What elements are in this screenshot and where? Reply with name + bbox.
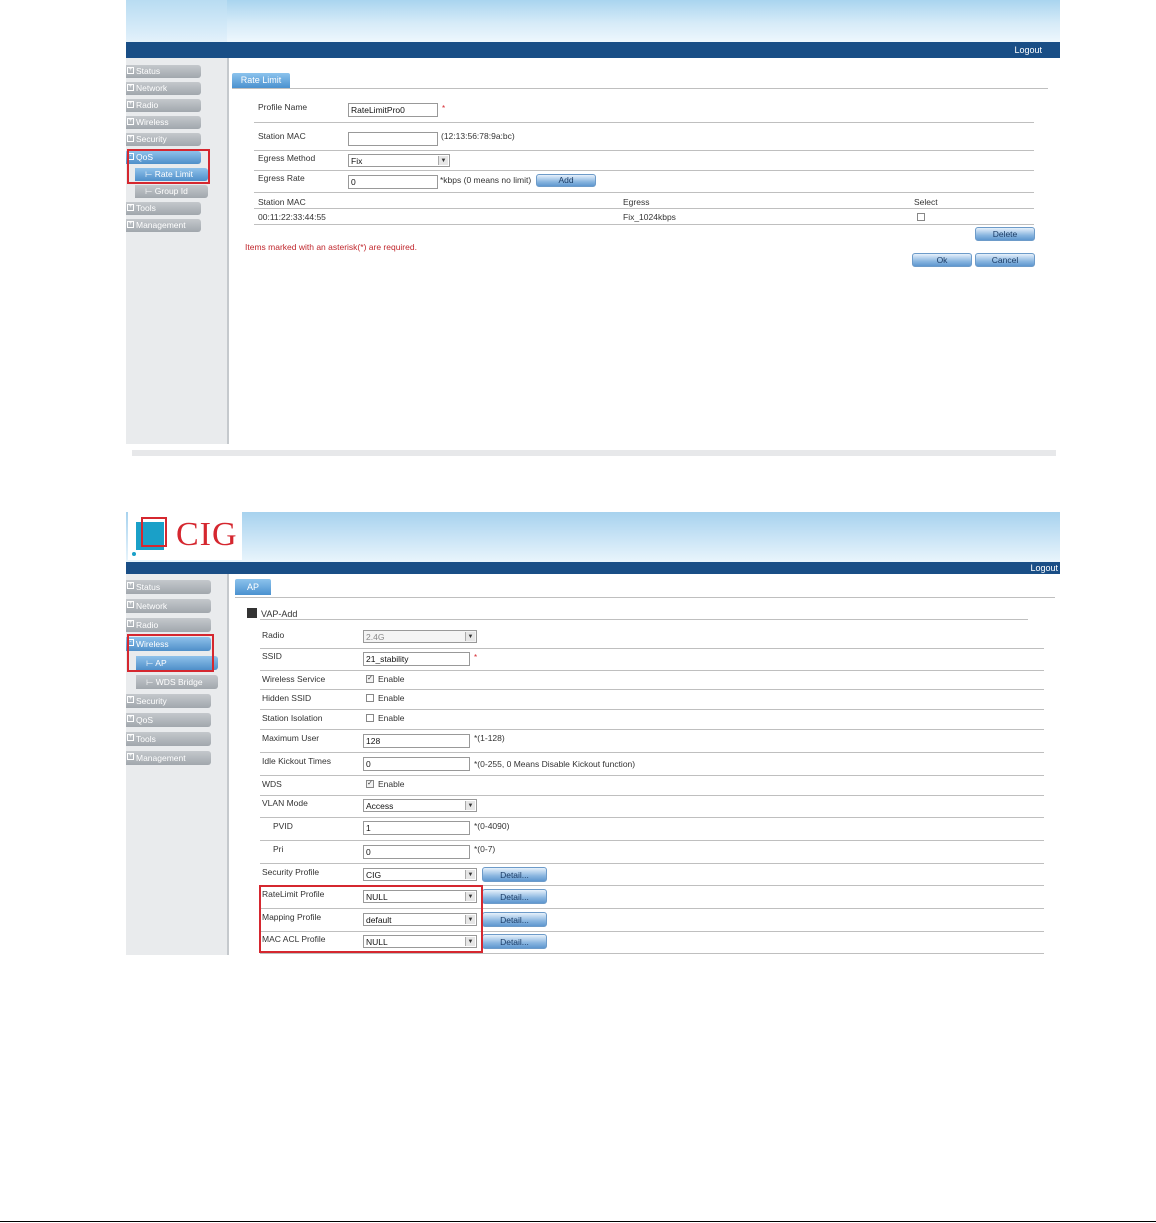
idle-kickout-input[interactable]: 0 (363, 757, 470, 771)
cig-logo-icon (130, 514, 170, 560)
hidden-ssid-check-label: Enable (378, 693, 405, 703)
menu-label: Management (136, 753, 186, 763)
collapse-icon: - (127, 153, 134, 160)
expand-icon: + (128, 601, 133, 607)
label-profile-name: Profile Name (258, 102, 308, 112)
label-wds: WDS (262, 779, 282, 789)
select-value: CIG (366, 870, 382, 880)
security-detail-button[interactable]: Detail... (482, 867, 547, 882)
row-divider (260, 775, 1044, 776)
station-isolation-check-label: Enable (378, 713, 405, 723)
submenu-label: Rate Limit (154, 169, 194, 179)
egress-method-select[interactable] (348, 154, 450, 167)
label-pri: Pri (273, 844, 284, 854)
required-note: Items marked with an asterisk(*) are required. (245, 242, 417, 252)
menu-label: Network (136, 601, 168, 611)
menu-label: Security (136, 134, 167, 144)
row-divider (260, 953, 1044, 954)
wds-checkbox[interactable]: ✓ (367, 780, 373, 787)
chevron-down-icon: ▼ (465, 801, 475, 810)
sidebar (126, 58, 229, 444)
table-header-divider (254, 208, 1034, 209)
menu-security[interactable] (126, 694, 211, 708)
menu-label: Wireless (136, 639, 169, 649)
submenu-wds-bridge[interactable] (136, 675, 218, 689)
table-row-divider (254, 224, 1034, 225)
expand-icon: + (128, 118, 133, 124)
table-header-egress: Egress (623, 197, 650, 207)
chevron-down-icon: ▼ (465, 870, 475, 879)
section-title: VAP-Add (261, 609, 298, 619)
select-value: 2.4G (366, 632, 385, 642)
expand-icon: + (128, 204, 133, 210)
expand-icon: + (128, 582, 133, 588)
chevron-down-icon: ▼ (438, 156, 448, 165)
menu-label: QoS (136, 715, 154, 725)
ssid-input[interactable]: 21_stability (363, 652, 470, 666)
menu-label: Tools (136, 203, 156, 213)
menu-label: Management (136, 220, 186, 230)
row-divider (260, 689, 1044, 690)
menu-label: Status (136, 66, 161, 76)
label-mapping-profile: Mapping Profile (262, 912, 322, 922)
label-mac-acl-profile: MAC ACL Profile (262, 934, 326, 944)
label-hidden-ssid: Hidden SSID (262, 693, 312, 703)
row-divider (254, 122, 1034, 123)
label-pvid: PVID (273, 821, 293, 831)
label-egress-method: Egress Method (258, 153, 316, 163)
mac-acl-detail-button[interactable]: Detail... (482, 934, 547, 949)
expand-icon: + (128, 135, 133, 141)
label-wireless-service: Wireless Service (262, 674, 326, 684)
tree-branch-icon: ⊢ (145, 169, 155, 179)
bottom-scrollbar[interactable] (132, 450, 1056, 456)
highlight-box (259, 885, 483, 953)
menu-label: Wireless (136, 117, 169, 127)
row-divider (260, 709, 1044, 710)
required-asterisk: * (442, 104, 446, 113)
egress-rate-input[interactable]: 0 (348, 175, 438, 189)
label-vlan-mode: VLAN Mode (262, 798, 308, 808)
menu-label: Network (136, 83, 168, 93)
expand-icon: + (128, 67, 133, 73)
row-divider (260, 752, 1044, 753)
tab-rate-limit[interactable]: Rate Limit (232, 73, 290, 88)
expand-icon: + (128, 696, 133, 702)
row-divider (260, 840, 1044, 841)
section-underline (260, 619, 1028, 620)
table-header-select: Select (914, 197, 938, 207)
menu-tools[interactable] (126, 732, 211, 746)
menu-label: Radio (136, 620, 159, 630)
egress-rate-hint: *kbps (0 means no limit) (440, 175, 532, 185)
delete-button[interactable]: Delete (975, 227, 1035, 241)
expand-icon: + (128, 620, 133, 626)
expand-icon: + (128, 715, 133, 721)
label-station-isolation: Station Isolation (262, 713, 323, 723)
submenu-label: AP (155, 658, 167, 668)
ratelimit-detail-button[interactable]: Detail... (482, 889, 547, 904)
logo-text: CIG (176, 516, 238, 553)
label-ratelimit-profile: RateLimit Profile (262, 889, 325, 899)
menu-wireless[interactable] (126, 116, 201, 129)
label-station-mac: Station MAC (258, 131, 306, 141)
menu-network[interactable] (126, 82, 201, 95)
idle-kickout-hint: *(0-255, 0 Means Disable Kickout function) (474, 759, 636, 769)
row-divider (260, 648, 1044, 649)
select-value: Fix (351, 156, 363, 166)
logo (128, 512, 242, 560)
chevron-down-icon: ▼ (465, 937, 475, 946)
submenu-group-id[interactable] (135, 185, 208, 198)
ok-button[interactable]: Ok (912, 253, 972, 267)
label-idle-kickout: Idle Kickout Times (262, 756, 331, 766)
tree-branch-icon: ⊢ (146, 658, 156, 668)
expand-icon: + (128, 84, 133, 90)
chevron-down-icon: ▼ (465, 892, 475, 901)
wireless-service-check-label: Enable (378, 674, 405, 684)
tab-ap[interactable]: AP (235, 579, 271, 595)
menu-radio[interactable] (126, 618, 211, 632)
hidden-ssid-checkbox[interactable] (366, 694, 374, 702)
maximum-user-hint: *(1-128) (474, 733, 505, 743)
row-divider (254, 150, 1034, 151)
label-security-profile: Security Profile (262, 867, 320, 877)
tree-branch-icon: ⊢ (145, 186, 155, 196)
label-maximum-user: Maximum User (262, 733, 320, 743)
page-footer-rule (0, 1221, 1156, 1222)
menu-tools[interactable] (126, 202, 201, 215)
row-divider (260, 795, 1044, 796)
table-header-station-mac: Station MAC (258, 197, 306, 207)
highlight-box (127, 149, 210, 184)
row-divider (254, 192, 1034, 193)
pri-input[interactable]: 0 (363, 845, 470, 859)
wireless-service-checkbox[interactable]: ✓ (367, 675, 373, 682)
radio-select[interactable] (363, 630, 477, 643)
submenu-label: Group Id (154, 186, 188, 196)
submenu-label: WDS Bridge (155, 677, 203, 687)
wds-check-label: Enable (378, 779, 405, 789)
menu-radio[interactable] (126, 99, 201, 112)
vlan-mode-select[interactable] (363, 799, 477, 812)
logout-link[interactable]: Logout (1014, 45, 1042, 55)
required-asterisk: * (474, 653, 478, 662)
select-value: default (366, 915, 392, 925)
tree-branch-icon: ⊢ (146, 677, 156, 687)
label-radio: Radio (262, 630, 285, 640)
row-divider (260, 729, 1044, 730)
label-ssid: SSID (262, 651, 282, 661)
menu-label: Status (136, 582, 161, 592)
pri-hint: *(0-7) (474, 844, 496, 854)
station-mac-input[interactable] (348, 132, 438, 146)
menu-label: Security (136, 696, 167, 706)
row-divider (260, 863, 1044, 864)
tab-underline (232, 88, 1048, 89)
menu-management[interactable] (126, 751, 211, 765)
label-egress-rate: Egress Rate (258, 173, 305, 183)
menu-status[interactable] (126, 65, 201, 78)
menu-label: QoS (136, 152, 154, 162)
sidebar (126, 574, 229, 955)
top-bar (126, 562, 1060, 574)
expand-icon: + (128, 734, 133, 740)
station-mac-hint: (12:13:56:78:9a:bc) (441, 131, 515, 141)
maximum-user-input[interactable]: 128 (363, 734, 470, 748)
section-marker-icon (247, 608, 257, 618)
header-banner (126, 512, 1060, 562)
section-vap-add (247, 608, 297, 619)
collapse-icon: - (127, 639, 134, 646)
cancel-button[interactable]: Cancel (975, 253, 1035, 267)
menu-security[interactable] (126, 133, 201, 146)
tab-underline (235, 597, 1055, 598)
table-cell-mac: 00:11:22:33:44:55 (258, 212, 326, 222)
banner-logo-area (126, 0, 227, 42)
top-bar (126, 42, 1060, 58)
station-isolation-checkbox[interactable] (366, 714, 374, 722)
select-value: NULL (366, 892, 388, 902)
expand-icon: + (128, 221, 133, 227)
menu-network[interactable] (126, 599, 211, 613)
screenshot-rate-limit (126, 0, 1060, 458)
expand-icon: + (128, 101, 133, 107)
mapping-detail-button[interactable]: Detail... (482, 912, 547, 927)
logout-link[interactable]: Logout (1030, 563, 1058, 573)
security-profile-select[interactable] (363, 868, 477, 881)
pvid-hint: *(0-4090) (474, 821, 510, 831)
row-divider (260, 817, 1044, 818)
header-banner (126, 0, 1060, 42)
table-cell-egress: Fix_1024kbps (623, 212, 676, 222)
screenshot-vap-add (126, 512, 1060, 955)
expand-icon: + (128, 753, 133, 759)
pvid-input[interactable]: 1 (363, 821, 470, 835)
highlight-box (127, 634, 214, 672)
menu-label: Radio (136, 100, 159, 110)
menu-management[interactable] (126, 219, 201, 232)
add-button[interactable]: Add (536, 174, 596, 187)
row-select-checkbox[interactable] (917, 213, 925, 221)
row-divider (260, 670, 1044, 671)
row-divider (254, 170, 1034, 171)
menu-status[interactable] (126, 580, 211, 594)
chevron-down-icon: ▼ (465, 632, 475, 641)
profile-name-input[interactable]: RateLimitPro0 (348, 103, 438, 117)
select-value: NULL (366, 937, 388, 947)
menu-qos[interactable] (126, 713, 211, 727)
menu-label: Tools (136, 734, 156, 744)
chevron-down-icon: ▼ (465, 915, 475, 924)
select-value: Access (366, 801, 394, 811)
